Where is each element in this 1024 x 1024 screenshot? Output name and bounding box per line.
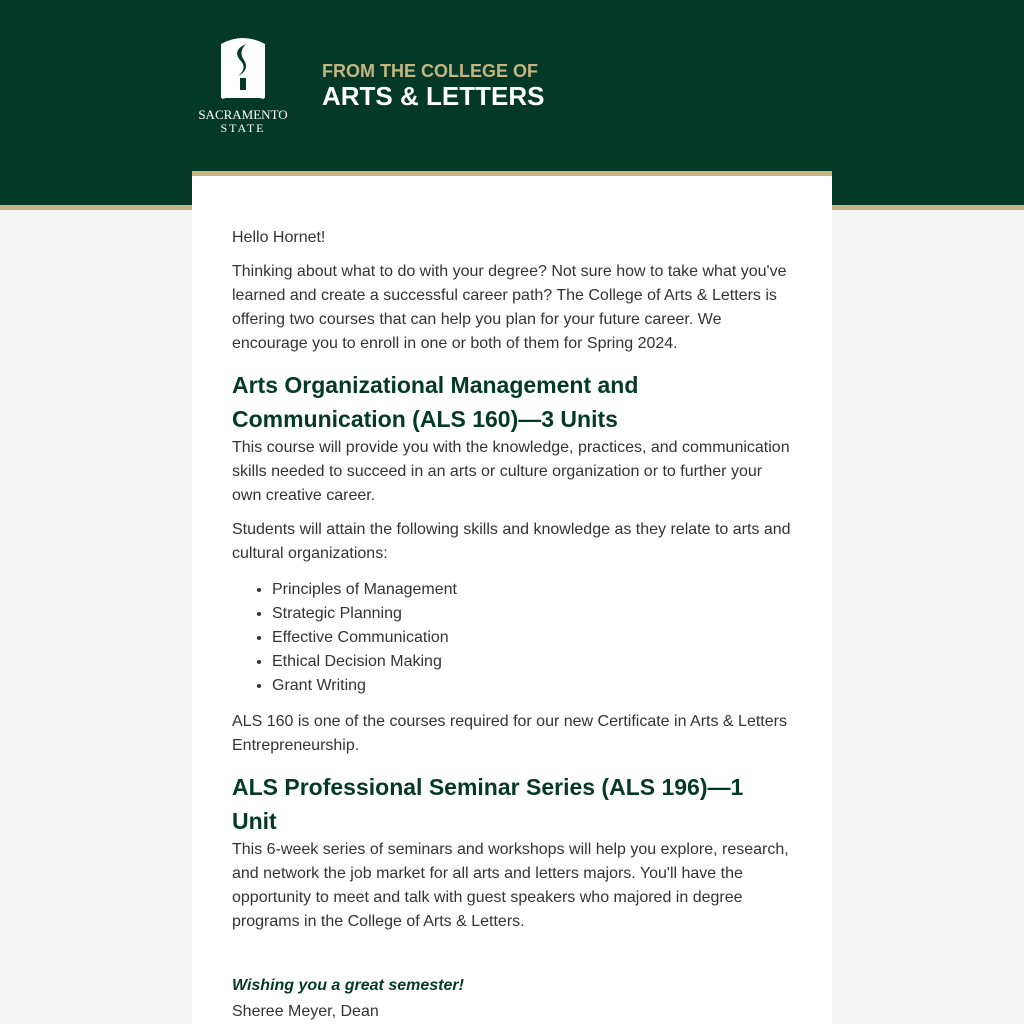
list-item: • Ethical Decision Making <box>272 650 792 674</box>
course1-note: ALS 160 is one of the courses required for our new Certificate in Arts & Letters Entrepreneurship. <box>232 713 787 754</box>
sacramento-state-logo <box>194 36 292 136</box>
list-item: • Effective Communication <box>272 626 792 650</box>
signature: Sheree Meyer, Dean <box>232 1003 379 1020</box>
greeting: Hello Hornet! <box>232 229 326 246</box>
list-item: • Principles of Management <box>272 578 792 602</box>
intro-paragraph: Thinking about what to do with your degree? Not sure how to take what you've learned and create a successful career path? The College of Arts & Letters is offering two courses that can help you plan for your future career. We encourage you to enroll in one or both of them for Spring 2024. <box>232 263 787 352</box>
closing: Wishing you a great semester! <box>232 977 464 994</box>
course1-title: Arts Organizational Management and Communication (ALS 160)—3 Units <box>232 372 639 432</box>
course1-skills-intro: Students will attain the following skills and knowledge as they relate to arts and cultural organizations: <box>232 521 791 562</box>
skills-list <box>272 578 792 698</box>
course1-description: This course will provide you with the knowledge, practices, and communication skills needed to succeed in an arts or culture organization or to further your own creative career. <box>232 439 790 504</box>
svg-text:STATE: STATE <box>220 121 266 135</box>
course2-title: ALS Professional Seminar Series (ALS 196)—1 Unit <box>232 774 744 834</box>
list-item: • Strategic Planning <box>272 602 792 626</box>
svg-text:SACRAMENTO: SACRAMENTO <box>198 107 288 122</box>
header-title: ARTS & LETTERS <box>322 81 545 111</box>
header-kicker: FROM THE COLLEGE OF <box>322 61 538 81</box>
course2-description: This 6-week series of seminars and workshops will help you explore, research, and network the job market for all arts and letters majors. You'll have the opportunity to meet and talk with guest speakers who majored in degree programs in the College of Arts & Letters. <box>232 841 789 930</box>
email-body <box>192 171 832 1024</box>
list-item: • Grant Writing <box>272 674 792 698</box>
